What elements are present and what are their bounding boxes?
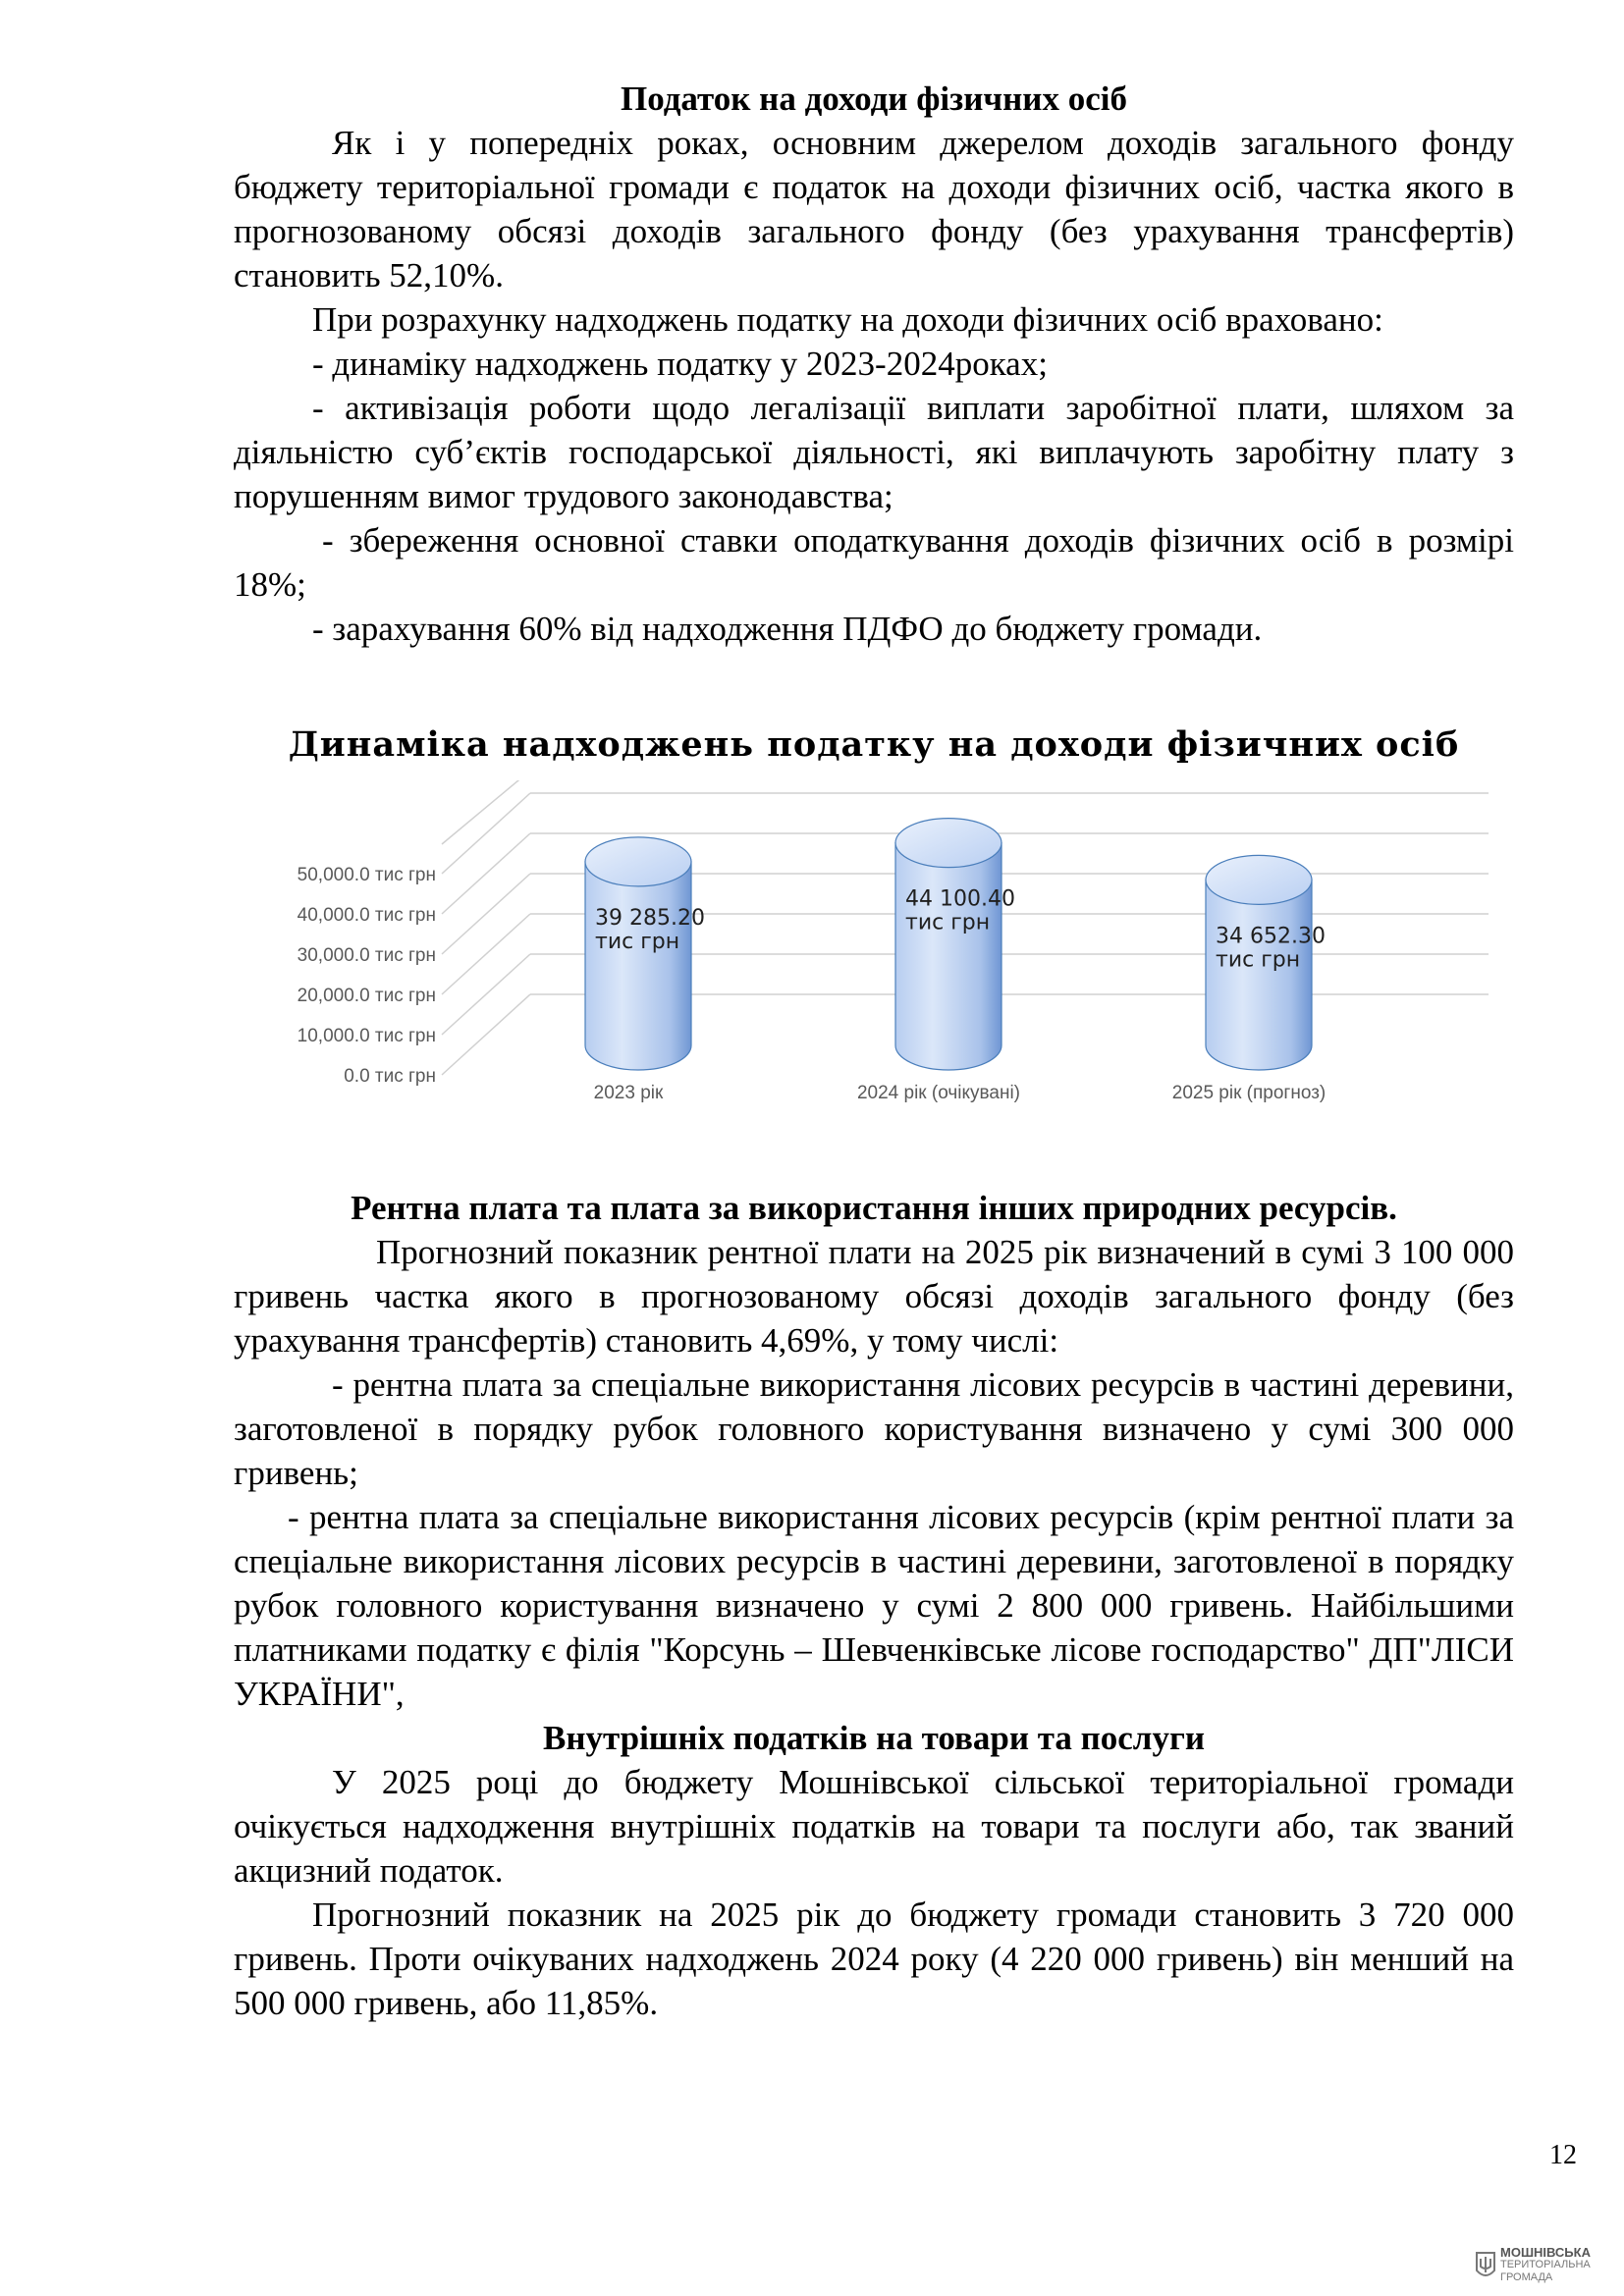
bar-top-2 [1206,855,1312,904]
section-heading: Внутрішніх податків на товари та послуги [542,1719,1206,1757]
section-pdfo [234,77,1514,651]
gridline-depth [442,874,530,954]
section-heading: Рентна плата та плата за використання інших природних ресурсів. [351,1189,1397,1227]
trident-icon [1475,2251,1496,2280]
y-tick-label: 50,000.0 тис грн [297,865,436,885]
page-number: 12 [1549,2140,1577,2170]
gridline-depth [442,954,530,1035]
paragraph: При розрахунку надходжень податку на доходи фізичних осіб враховано: [312,300,1383,339]
y-tick-label: 30,000.0 тис грн [297,945,436,966]
list-item: - активізація роботи щодо легалізації виплати заробітної плати, шляхом за діяльністю суб’єктів господарської діяльності, які виплачують заробітну плату з порушенням вимог трудового законодавства; [234,389,1514,515]
data-label-value: 44 100.40 [905,886,1015,912]
data-label-value: 34 652.30 [1216,924,1326,949]
bar-top-0 [585,837,691,886]
y-tick-label: 10,000.0 тис грн [297,1026,436,1046]
gridline-depth [442,994,530,1075]
bar-0 [585,862,691,1070]
y-tick-label: 20,000.0 тис грн [297,986,436,1006]
list-item: - зарахування 60% від надходження ПДФО до бюджету громади. [312,610,1263,648]
logo-line1: МОШНІВСЬКА [1500,2245,1591,2260]
logo-line2: ТЕРИТОРІАЛЬНА [1500,2259,1591,2270]
logo-line3: ГРОМАДА [1500,2271,1553,2283]
gridline-depth [442,833,530,914]
y-tick-label: 40,000.0 тис грн [297,905,436,926]
paragraph: У 2025 році до бюджету Мошнівської сільської територіальної громади очікується надходження внутрішніх податків на товари та послуги або, так званий акцизний податок. [234,1763,1514,1890]
paragraph: Як і у попередніх роках, основним джерелом доходів загального фонду бюджету територіальної громади є податок на доходи фізичних осіб, частка якого в прогнозованому обсязі доходів загального фонду (без урахування трансфертів) становить 52,10%. [234,124,1514,294]
section-rent [234,1186,1514,2025]
bar-2 [1206,880,1312,1070]
x-tick-label: 2024 рік (очікувані) [856,1083,1021,1103]
data-label-unit: тис грн [595,929,680,954]
section-heading: Податок на доходи фізичних осіб [621,80,1127,118]
list-item: - рентна плата за спеціальне використання лісових ресурсів в частині деревини, заготовленої в порядку рубок головного користування визначено у сумі 300 000 гривень; [234,1365,1514,1492]
x-tick-label: 2025 рік (прогноз) [1171,1083,1326,1103]
pdfo-chart [234,780,1514,1134]
data-label-unit: тис грн [1216,947,1301,973]
list-item: - збереження основної ставки оподаткування доходів фізичних осіб в розмірі 18%; [234,521,1514,604]
chart-title: Динаміка надходжень податку на доходи фізичних осіб [288,724,1460,765]
list-item: - рентна плата за спеціальне використання лісових ресурсів (крім рентної плати за спеціальне використання лісових ресурсів в частині деревини, заготовленої в порядку рубок головного користування визначено у сумі 2 800 000 гривень. Найбільшими платниками податку є філія "Корсунь – Шевченківське лісове господарство" ДП"ЛІСИ УКРАЇНИ", [234,1498,1514,1713]
list-item: - динаміку надходжень податку у 2023-2024роках; [312,345,1048,383]
bar-1 [895,843,1001,1070]
paragraph: Прогнозний показник на 2025 рік до бюджету громади становить 3 720 000 гривень. Проти очікуваних надходжень 2024 року (4 220 000 гривень) він менший на 500 000 гривень, або 11,85%. [234,1896,1514,2022]
gridline-depth [442,780,530,844]
gridline-depth [442,914,530,994]
paragraph: Прогнозний показник рентної плати на 2025 рік визначений в сумі 3 100 000 гривень частка якого в прогнозованому обсязі доходів загального фонду (без урахування трансфертів) становить 4,69%, у тому числі: [234,1233,1514,1360]
data-label-value: 39 285.20 [595,905,705,931]
data-label-unit: тис грн [905,910,991,935]
bar-top-1 [895,819,1001,868]
y-tick-label: 0.0 тис грн [344,1066,436,1087]
x-tick-label: 2023 рік [593,1083,664,1103]
footer-logo [1475,2246,1591,2284]
